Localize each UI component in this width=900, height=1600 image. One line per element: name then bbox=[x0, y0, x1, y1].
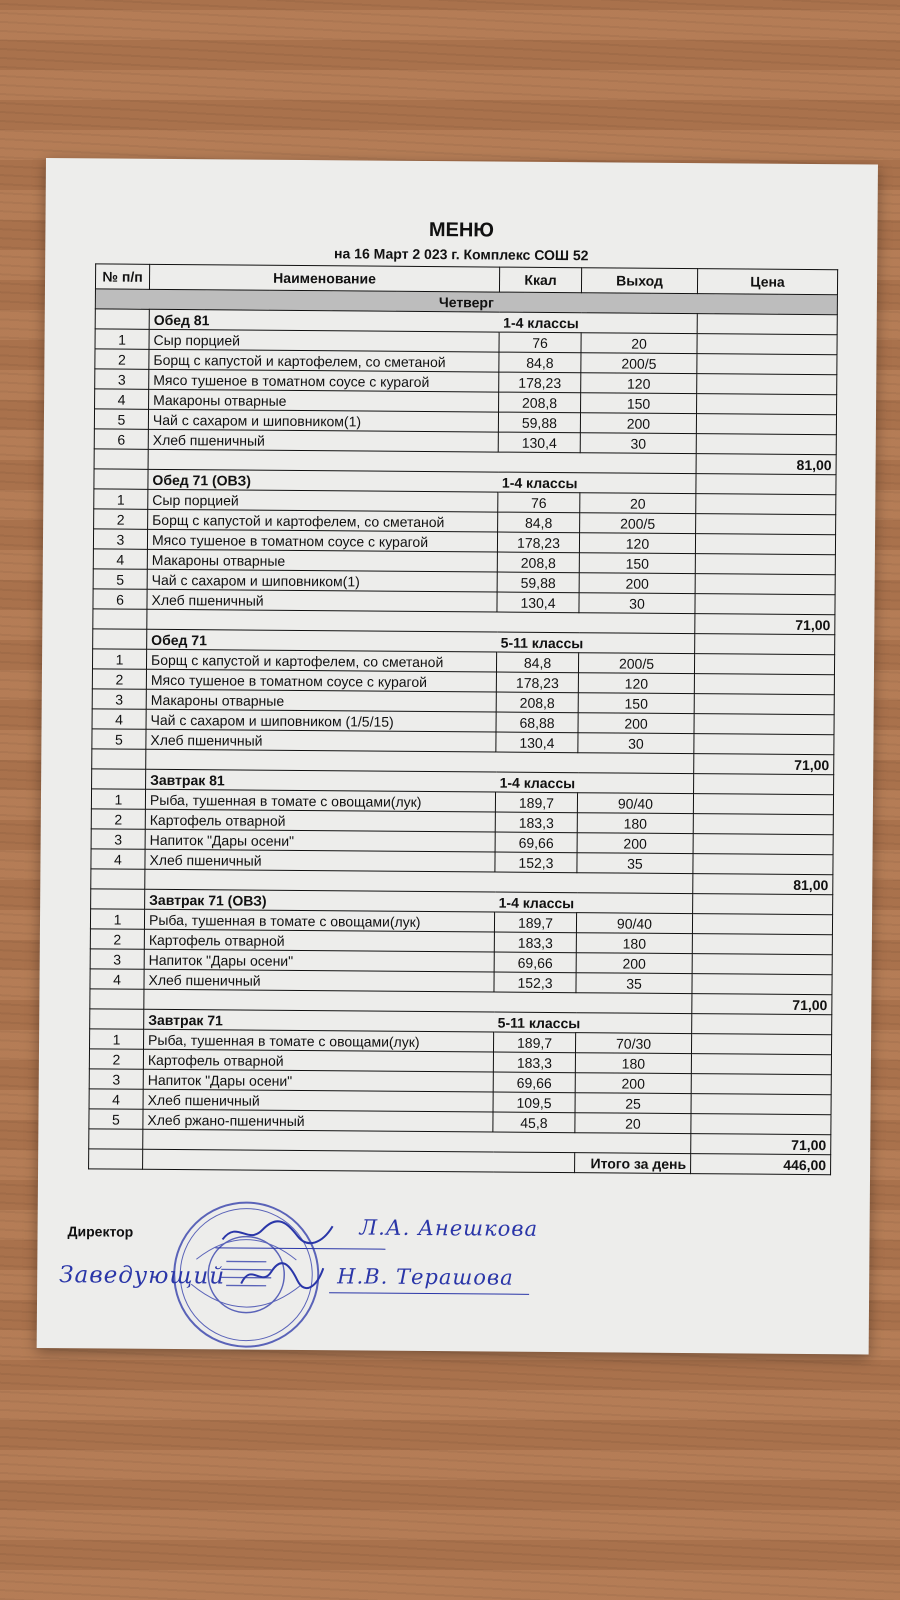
section-name: Обед 81 bbox=[149, 309, 499, 332]
item-yield: 200 bbox=[575, 1073, 691, 1094]
item-name: Напиток "Дары осени" bbox=[144, 949, 494, 972]
item-kcal: 84,8 bbox=[499, 352, 581, 373]
item-kcal: 130,4 bbox=[497, 592, 579, 613]
item-kcal: 130,4 bbox=[496, 732, 578, 753]
col-header-name: Наименование bbox=[149, 264, 499, 292]
menu-table bbox=[88, 263, 838, 1175]
section-classes: 5-11 классы bbox=[494, 1012, 692, 1034]
item-yield: 120 bbox=[581, 373, 697, 394]
total-blank-cell bbox=[89, 1129, 143, 1149]
item-yield: 30 bbox=[578, 733, 694, 754]
item-price bbox=[695, 574, 835, 595]
item-kcal: 189,7 bbox=[494, 912, 576, 933]
item-price bbox=[692, 934, 832, 955]
item-number: 5 bbox=[92, 729, 146, 749]
item-yield: 200 bbox=[578, 713, 694, 734]
section-name: Завтрак 71 (ОВЗ) bbox=[145, 889, 495, 912]
item-name: Хлеб пшеничный bbox=[144, 969, 494, 992]
document-title: МЕНЮ bbox=[428, 219, 495, 242]
total-blank-cell bbox=[143, 1149, 575, 1172]
item-name: Сыр порцией bbox=[148, 489, 498, 512]
section-name: Обед 71 bbox=[147, 629, 497, 652]
item-name: Хлеб пшеничный bbox=[148, 429, 498, 452]
item-number: 2 bbox=[95, 349, 149, 369]
item-number: 3 bbox=[93, 529, 147, 549]
item-name: Хлеб ржано-пшеничный bbox=[143, 1109, 493, 1132]
item-kcal: 68,88 bbox=[496, 712, 578, 733]
item-yield: 25 bbox=[575, 1093, 691, 1114]
item-number: 2 bbox=[89, 1049, 143, 1069]
item-name: Сыр порцией bbox=[149, 329, 499, 352]
item-price bbox=[695, 594, 835, 615]
section-number-cell bbox=[95, 309, 149, 329]
section-total: 71,00 bbox=[692, 994, 832, 1015]
item-yield: 200 bbox=[577, 833, 693, 854]
item-yield: 200/5 bbox=[578, 653, 694, 674]
item-name: Рыба, тушенная в томате с овощами(лук) bbox=[145, 789, 495, 812]
item-yield: 200/5 bbox=[580, 513, 696, 534]
item-yield: 200 bbox=[579, 573, 695, 594]
item-number: 2 bbox=[90, 929, 144, 949]
item-kcal: 152,3 bbox=[494, 972, 576, 993]
item-price bbox=[692, 954, 832, 975]
item-yield: 35 bbox=[577, 853, 693, 874]
item-number: 1 bbox=[94, 489, 148, 509]
item-price bbox=[697, 374, 837, 395]
item-price bbox=[696, 434, 836, 455]
item-number: 1 bbox=[90, 1029, 144, 1049]
item-price bbox=[697, 354, 837, 375]
item-price bbox=[693, 794, 833, 815]
item-number: 4 bbox=[90, 969, 144, 989]
item-kcal: 178,23 bbox=[496, 672, 578, 693]
section-name: Обед 71 (ОВЗ) bbox=[148, 469, 498, 492]
total-blank-cell bbox=[90, 989, 144, 1009]
item-name: Рыба, тушенная в томате с овощами(лук) bbox=[144, 909, 494, 932]
section-classes: 1-4 классы bbox=[498, 472, 696, 494]
item-yield: 20 bbox=[581, 333, 697, 354]
item-name: Мясо тушеное в томатном соусе с курагой bbox=[147, 529, 497, 552]
item-name: Рыба, тушенная в томате с овощами(лук) bbox=[144, 1029, 494, 1052]
item-kcal: 130,4 bbox=[498, 432, 580, 453]
item-number: 4 bbox=[91, 849, 145, 869]
item-number: 5 bbox=[89, 1109, 143, 1129]
item-yield: 150 bbox=[581, 393, 697, 414]
section-total: 71,00 bbox=[694, 754, 834, 775]
item-price bbox=[691, 1074, 831, 1095]
total-blank-cell bbox=[92, 749, 146, 769]
total-blank-cell bbox=[93, 609, 147, 629]
section-name: Завтрак 81 bbox=[146, 769, 496, 792]
item-number: 2 bbox=[91, 809, 145, 829]
item-yield: 120 bbox=[578, 673, 694, 694]
section-price-cell bbox=[694, 774, 834, 795]
item-name: Борщ с капустой и картофелем, со сметаной bbox=[146, 649, 496, 672]
director-label: Директор bbox=[67, 1223, 134, 1240]
col-header-price: Цена bbox=[697, 269, 837, 295]
total-blank-cell bbox=[89, 1149, 143, 1169]
item-yield: 150 bbox=[579, 553, 695, 574]
item-number: 1 bbox=[91, 789, 145, 809]
item-kcal: 189,7 bbox=[493, 1032, 575, 1053]
item-number: 4 bbox=[92, 709, 146, 729]
item-kcal: 208,8 bbox=[497, 552, 579, 573]
document-subtitle: на 16 Март 2 023 г. Комплекс СОШ 52 bbox=[334, 245, 589, 264]
total-blank-cell bbox=[91, 869, 145, 889]
manager-signature-line bbox=[329, 1292, 529, 1295]
item-name: Мясо тушеное в томатном соусе с курагой bbox=[149, 369, 499, 392]
item-price bbox=[691, 1054, 831, 1075]
item-kcal: 152,3 bbox=[495, 852, 577, 873]
item-kcal: 69,66 bbox=[493, 1072, 575, 1093]
item-number: 4 bbox=[93, 549, 147, 569]
item-price bbox=[693, 854, 833, 875]
section-number-cell bbox=[93, 629, 147, 649]
item-kcal: 76 bbox=[498, 492, 580, 513]
item-kcal: 208,8 bbox=[496, 692, 578, 713]
section-number-cell bbox=[94, 469, 148, 489]
item-kcal: 76 bbox=[499, 332, 581, 353]
item-price bbox=[691, 1034, 831, 1055]
item-number: 6 bbox=[94, 429, 148, 449]
section-price-cell bbox=[692, 1014, 832, 1035]
item-kcal: 178,23 bbox=[497, 532, 579, 553]
section-total: 81,00 bbox=[693, 874, 833, 895]
col-header-yield: Выход bbox=[581, 268, 697, 294]
item-yield: 200 bbox=[580, 413, 696, 434]
section-price-cell bbox=[697, 314, 837, 335]
item-kcal: 84,8 bbox=[498, 512, 580, 533]
item-number: 3 bbox=[91, 829, 145, 849]
item-kcal: 45,8 bbox=[493, 1112, 575, 1133]
item-kcal: 178,23 bbox=[499, 372, 581, 393]
item-number: 1 bbox=[92, 649, 146, 669]
item-name: Картофель отварной bbox=[145, 809, 495, 832]
item-yield: 30 bbox=[579, 593, 695, 614]
section-classes: 1-4 классы bbox=[495, 892, 693, 914]
item-yield: 150 bbox=[578, 693, 694, 714]
item-kcal: 69,66 bbox=[495, 832, 577, 853]
section-total: 71,00 bbox=[691, 1134, 831, 1155]
item-number: 3 bbox=[90, 949, 144, 969]
menu-sheet bbox=[37, 158, 878, 1354]
section-number-cell bbox=[90, 1009, 144, 1029]
section-classes: 5-11 классы bbox=[497, 632, 695, 654]
item-price bbox=[691, 1094, 831, 1115]
item-name: Хлеб пшеничный bbox=[147, 589, 497, 612]
item-price bbox=[697, 394, 837, 415]
item-kcal: 189,7 bbox=[495, 792, 577, 813]
item-number: 3 bbox=[95, 369, 149, 389]
item-name: Чай с сахаром и шиповником(1) bbox=[148, 409, 498, 432]
item-number: 4 bbox=[95, 389, 149, 409]
item-number: 5 bbox=[93, 569, 147, 589]
item-name: Борщ с капустой и картофелем, со сметаной bbox=[148, 509, 498, 532]
section-number-cell bbox=[92, 769, 146, 789]
item-name: Макароны отварные bbox=[149, 389, 499, 412]
day-total-label: Итого за день bbox=[575, 1153, 691, 1174]
item-price bbox=[696, 414, 836, 435]
day-total-value: 446,00 bbox=[691, 1154, 831, 1175]
section-total: 71,00 bbox=[695, 614, 835, 635]
item-price bbox=[694, 674, 834, 695]
item-number: 2 bbox=[92, 669, 146, 689]
item-yield: 35 bbox=[576, 973, 692, 994]
item-number: 3 bbox=[92, 689, 146, 709]
item-name: Хлеб пшеничный bbox=[146, 729, 496, 752]
item-kcal: 69,66 bbox=[494, 952, 576, 973]
item-kcal: 59,88 bbox=[498, 412, 580, 433]
item-name: Чай с сахаром и шиповником (1/5/15) bbox=[146, 709, 496, 732]
item-yield: 180 bbox=[577, 813, 693, 834]
section-price-cell bbox=[696, 474, 836, 495]
item-name: Напиток "Дары осени" bbox=[143, 1069, 493, 1092]
item-price bbox=[696, 494, 836, 515]
item-name: Хлеб пшеничный bbox=[143, 1089, 493, 1112]
item-kcal: 59,88 bbox=[497, 572, 579, 593]
item-price bbox=[696, 514, 836, 535]
item-yield: 20 bbox=[580, 493, 696, 514]
item-price bbox=[692, 914, 832, 935]
item-name: Макароны отварные bbox=[146, 689, 496, 712]
section-name: Завтрак 71 bbox=[144, 1009, 494, 1032]
item-price bbox=[694, 714, 834, 735]
item-price bbox=[695, 534, 835, 555]
item-name: Макароны отварные bbox=[147, 549, 497, 572]
section-total: 81,00 bbox=[696, 454, 836, 475]
item-number: 1 bbox=[95, 329, 149, 349]
item-price bbox=[693, 834, 833, 855]
menu-table-body bbox=[89, 289, 838, 1175]
manager-label-handwriting: Заведующий bbox=[59, 1262, 226, 1290]
col-header-number: № п/п bbox=[95, 264, 149, 289]
item-name: Картофель отварной bbox=[143, 1049, 493, 1072]
item-price bbox=[694, 694, 834, 715]
manager-name-handwriting: Н.В. Терашова bbox=[337, 1264, 514, 1290]
item-yield: 90/40 bbox=[576, 913, 692, 934]
section-classes: 1-4 классы bbox=[496, 772, 694, 794]
item-kcal: 84,8 bbox=[496, 652, 578, 673]
section-price-cell bbox=[695, 634, 835, 655]
item-yield: 200/5 bbox=[581, 353, 697, 374]
day-label: Четверг bbox=[95, 289, 837, 315]
section-price-cell bbox=[693, 894, 833, 915]
item-number: 4 bbox=[89, 1089, 143, 1109]
item-number: 6 bbox=[93, 589, 147, 609]
item-yield: 30 bbox=[580, 433, 696, 454]
item-kcal: 183,3 bbox=[494, 932, 576, 953]
col-header-kcal: Ккал bbox=[499, 267, 581, 293]
item-yield: 70/30 bbox=[575, 1033, 691, 1054]
section-classes: 1-4 классы bbox=[499, 312, 697, 334]
item-price bbox=[692, 974, 832, 995]
item-name: Напиток "Дары осени" bbox=[145, 829, 495, 852]
item-number: 5 bbox=[94, 409, 148, 429]
item-name: Картофель отварной bbox=[144, 929, 494, 952]
director-signature bbox=[217, 1217, 337, 1248]
director-name-handwriting: Л.А. Анешкова bbox=[359, 1215, 539, 1241]
section-number-cell bbox=[91, 889, 145, 909]
item-name: Мясо тушеное в томатном соусе с курагой bbox=[146, 669, 496, 692]
item-yield: 20 bbox=[575, 1113, 691, 1134]
item-yield: 180 bbox=[576, 933, 692, 954]
item-yield: 180 bbox=[575, 1053, 691, 1074]
item-number: 3 bbox=[89, 1069, 143, 1089]
item-price bbox=[694, 654, 834, 675]
item-kcal: 183,3 bbox=[495, 812, 577, 833]
item-kcal: 109,5 bbox=[493, 1092, 575, 1113]
item-price bbox=[691, 1114, 831, 1135]
total-blank-cell bbox=[94, 449, 148, 469]
item-yield: 120 bbox=[579, 533, 695, 554]
item-yield: 90/40 bbox=[577, 793, 693, 814]
item-yield: 200 bbox=[576, 953, 692, 974]
manager-signature bbox=[237, 1258, 327, 1293]
item-name: Хлеб пшеничный bbox=[145, 849, 495, 872]
item-name: Чай с сахаром и шиповником(1) bbox=[147, 569, 497, 592]
item-price bbox=[693, 814, 833, 835]
item-kcal: 183,3 bbox=[493, 1052, 575, 1073]
item-number: 2 bbox=[94, 509, 148, 529]
item-kcal: 208,8 bbox=[499, 392, 581, 413]
item-name: Борщ с капустой и картофелем, со сметаной bbox=[149, 349, 499, 372]
item-price bbox=[695, 554, 835, 575]
item-number: 1 bbox=[90, 909, 144, 929]
item-price bbox=[694, 734, 834, 755]
item-price bbox=[697, 334, 837, 355]
